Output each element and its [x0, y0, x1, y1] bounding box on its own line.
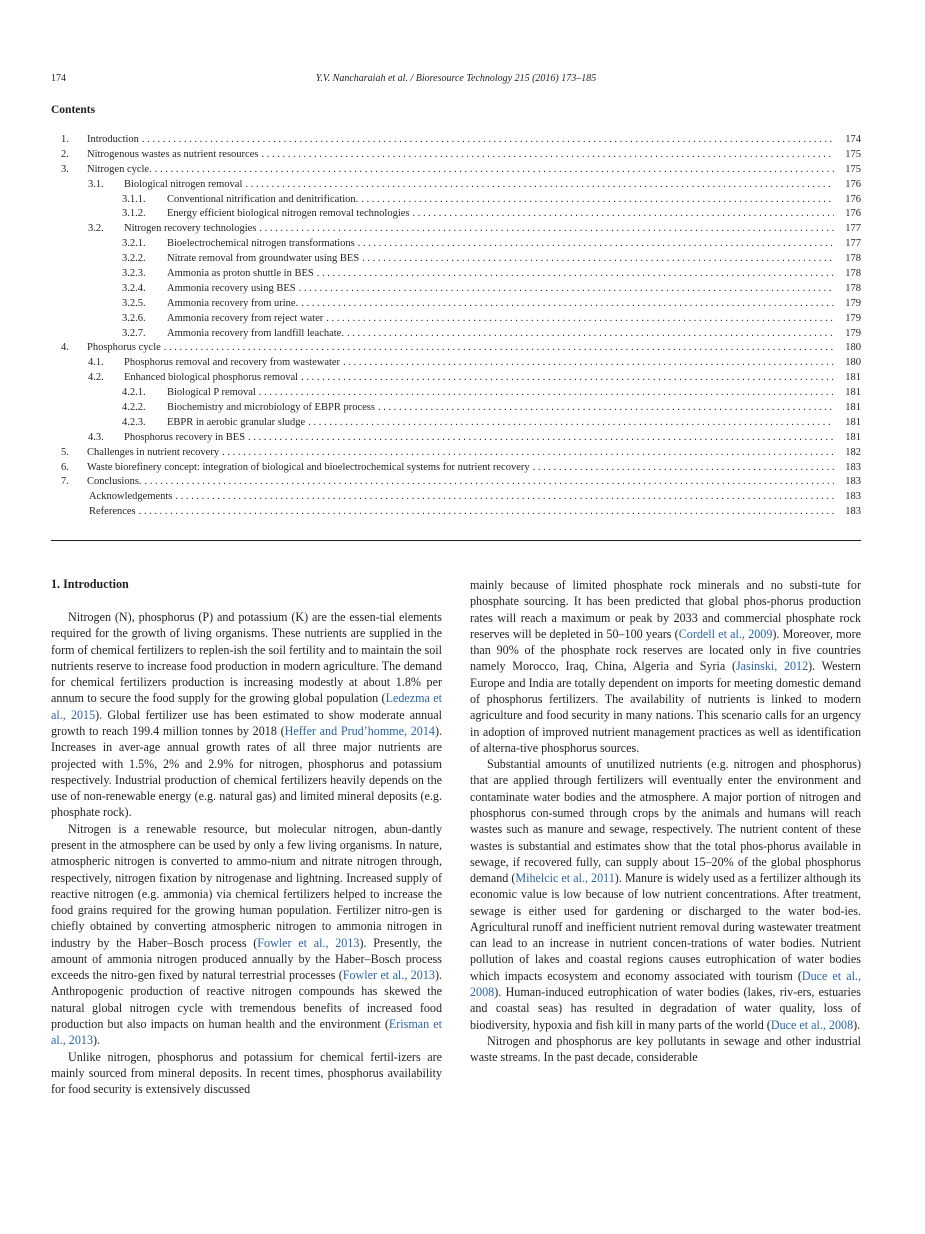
toc-entry-number: 3.2.1.: [122, 238, 146, 250]
body-paragraph: [51, 1049, 442, 1098]
toc-entry-page: 175: [845, 148, 861, 160]
toc-entry-number: 3.1.: [88, 178, 104, 190]
toc-entry-page: 178: [845, 253, 861, 265]
toc-entry-page: 176: [845, 208, 861, 220]
citation-link[interactable]: Jasinski, 2012: [735, 659, 809, 674]
toc-entry-title: Energy efficient biological nitrogen removal technologies: [167, 208, 410, 220]
toc-dot-leader: [378, 401, 834, 416]
toc-entry[interactable]: [51, 133, 861, 148]
toc-entry[interactable]: [51, 341, 861, 356]
paragraph-text: Nitrogen and phosphorus are key pollutants in sewage and other industrial waste streams. In the past decade, considerable: [470, 1033, 861, 1065]
section-heading: 1. Introduction: [51, 577, 129, 591]
toc-entry-title: Introduction: [87, 134, 139, 145]
toc-entry[interactable]: [51, 505, 861, 520]
toc-entry-page: 182: [845, 446, 861, 458]
toc-entry[interactable]: [51, 371, 861, 386]
toc-entry[interactable]: [51, 282, 861, 297]
citation-link[interactable]: Heffer and Prud’homme, 2014: [284, 723, 435, 738]
toc-entry-page: 179: [845, 327, 861, 339]
paragraph-text: mainly because of limited phosphate rock minerals and no substi-tute for phosphate sourcing. It has been predicted that global phos-phorus production rates will reach a maximum or peak by 2033 and commercial phosphate rock reserves will be depleted in 50–100 years (: [470, 578, 861, 641]
page-number: 174: [51, 73, 66, 84]
toc-entry-number: 3.2.: [88, 223, 104, 235]
toc-entry-number: 3.2.4.: [122, 282, 146, 294]
toc-entry-number: 7.: [61, 476, 69, 488]
toc-entry-page: 179: [845, 312, 861, 324]
citation-link[interactable]: Ledezma et al., 2015: [51, 691, 442, 722]
toc-entry-title: EBPR in aerobic granular sludge: [167, 416, 306, 428]
toc-dot-leader: [164, 341, 834, 356]
toc-entry-title: Conclusions.: [87, 476, 142, 488]
toc-entry-number: 3.: [61, 163, 69, 175]
toc-entry-number: 4.2.1.: [122, 387, 146, 399]
paragraph-text: ). Human-induced eutrophication of water bodies (lakes, riv-ers, estuaries and coastal seas) has resulted in degradation of water quality, loss of biodiversity, hypoxia and fish kill in many parts of the world (: [470, 985, 861, 1032]
paragraph-text: ). Increases in aver-age annual growth rates of all three major nutrients are projected with 1.5%, 2% and 2.9% for nitrogen, phosphorus and potassium respectively. Industrial production of chemical fertilizers heavily depends on the use of non-renewable energy (e.g. natural gas) and limited mineral deposits (e.g. phosphate rock).: [51, 723, 442, 820]
citation-link[interactable]: Duce et al., 2008: [470, 968, 861, 1000]
toc-entry[interactable]: [51, 401, 861, 416]
toc-entry[interactable]: [51, 386, 861, 401]
citation-link[interactable]: Fowler et al., 2013: [257, 935, 360, 950]
toc-entry-number: 3.2.7.: [122, 327, 146, 339]
toc-entry-title: Ammonia recovery using BES: [167, 282, 296, 294]
toc-entry-number: 3.1.2.: [122, 208, 146, 220]
paragraph-text: ). Anthropogenic production of reactive nitrogen compounds has skewed the natural global nitrogen cycle with tremendous benefits of increased food production but also impacts on human health and the environment (: [51, 968, 442, 1032]
toc-entry-title: Acknowledgements: [89, 491, 173, 503]
toc-dot-leader: [175, 490, 834, 505]
citation-link[interactable]: Duce et al., 2008: [770, 1017, 854, 1032]
left-column-body: [51, 609, 442, 1097]
toc-entry-page: 175: [845, 163, 861, 175]
toc-dot-leader: [533, 461, 834, 476]
toc-dot-leader: [155, 163, 834, 178]
toc-dot-leader: [139, 505, 834, 520]
toc-entry-number: 4.2.2.: [122, 402, 146, 414]
toc-entry-title: Phosphorus recovery in BES: [124, 431, 246, 443]
toc-entry-title: Ammonia recovery from urine.: [167, 297, 299, 309]
toc-entry-number: 1.: [61, 134, 69, 145]
paragraph-text: Substantial amounts of unutilized nutrients (e.g. nitrogen and phosphorus) that are applied through fertilizers will eventually enter the environment and contaminate water bodies and the atmosphere. A major portion of nitrogen and phosphorus con-sumed through crops by the animals and humans will reach wastes such as manure and sewage, respectively. The nutrient content of these wastes is substantial and estimates show that the total phos-phorus available in sewage, if recovered fully, can supply about 15–20% of the global phosphorus demand (: [470, 757, 861, 886]
paragraph-text: ). Global fertilizer use has been estimated to show moderate annual growth to reach 199.4 million tonnes by 2018 (: [51, 707, 442, 738]
toc-dot-leader: [299, 282, 834, 297]
toc-dot-leader: [343, 356, 834, 371]
toc-dot-leader: [361, 193, 834, 208]
toc-entry-number: 3.2.2.: [122, 253, 146, 265]
table-of-contents: [51, 133, 861, 520]
citation-link[interactable]: Fowler et al., 2013: [342, 968, 435, 983]
toc-entry[interactable]: [51, 148, 861, 163]
toc-dot-leader: [259, 386, 834, 401]
toc-entry-page: 181: [845, 416, 861, 428]
paragraph-text: ). Moreover, more than 90% of the phosphate rock reserves are located only in five countries namely Morocco, Iraq, China, Algeria and Syria (: [470, 626, 861, 674]
toc-entry[interactable]: [51, 222, 861, 237]
toc-entry[interactable]: [51, 416, 861, 431]
citation-link[interactable]: Mihelcic et al., 2011: [515, 871, 615, 886]
toc-entry-number: 4.: [61, 342, 69, 354]
toc-entry-page: 180: [845, 357, 861, 369]
toc-entry-page: 176: [845, 178, 861, 190]
body-paragraph: [470, 577, 861, 756]
toc-entry-page: 181: [845, 402, 861, 414]
toc-entry[interactable]: [51, 297, 861, 312]
toc-entry-title: Biological P removal: [167, 387, 256, 399]
running-header: Y.V. Nancharaiah et al. / Bioresource Technology 215 (2016) 173–185: [315, 73, 597, 84]
toc-entry[interactable]: [51, 252, 861, 267]
toc-dot-leader: [317, 267, 834, 282]
contents-divider: [51, 540, 861, 541]
paragraph-text: ). Presently, the amount of ammonia nitrogen produced annually by the Haber–Bosch process exceeds the nitro-gen fixed by natural terrestrial processes (: [51, 935, 442, 983]
paragraph-text: Nitrogen (N), phosphorus (P) and potassium (K) are the essen-tial elements required for the growth of living organisms. These nutrients are supplied in the form of chemical fertilizers to replen-ish the soil fertility and to maintain the soil nutrients reserve to increase food production in modern agriculture. The demand for chemical fertilizers production is increasing modestly at about 1.8% per annum to secure the food supply for the growing global population (: [51, 610, 442, 706]
toc-entry-number: 3.2.6.: [122, 312, 146, 324]
toc-dot-leader: [301, 371, 834, 386]
toc-entry-number: 3.2.5.: [122, 297, 146, 309]
contents-title: Contents: [51, 104, 96, 116]
toc-entry-number: 4.1.: [88, 357, 104, 369]
toc-dot-leader: [248, 431, 834, 446]
toc-entry-title: Nitrogen cycle.: [87, 163, 152, 175]
toc-dot-leader: [362, 252, 834, 267]
toc-entry-title: Ammonia as proton shuttle in BES: [167, 268, 314, 280]
toc-entry-page: 177: [845, 223, 861, 235]
body-paragraph: [470, 1033, 861, 1066]
toc-entry-title: Nitrate removal from groundwater using BES: [167, 253, 360, 265]
toc-dot-leader: [308, 416, 834, 431]
toc-dot-leader: [259, 222, 834, 237]
paragraph-text: Nitrogen is a renewable resource, but molecular nitrogen, abun-dantly present in the atmosphere can be used by only a few living organisms. In nature, atmospheric nitrogen is converted to ammo-nium and nitrate nitrogen through, respectively, nitrogen fixation by nitrogenase and lightning. Increased supply of reactive nitrogen (e.g. ammonia) via chemical fertilizers helped to increase the food grains required for the growing human population. Fertilizer nitro-gen is chiefly obtained by converting atmospheric nitrogen to ammonia nitrogen in industry by the Haber–Bosch process (: [51, 821, 442, 950]
toc-entry[interactable]: [51, 193, 861, 208]
toc-entry-page: 177: [845, 238, 861, 250]
toc-entry-number: 5.: [61, 446, 69, 458]
toc-entry-title: Biochemistry and microbiology of EBPR process: [167, 402, 375, 414]
toc-dot-leader: [347, 327, 834, 342]
toc-entry-title: Phosphorus cycle: [87, 342, 161, 354]
toc-entry-page: 178: [845, 268, 861, 280]
body-paragraph: [51, 821, 442, 1049]
toc-entry-number: 6.: [61, 461, 69, 473]
toc-entry[interactable]: [51, 207, 861, 222]
toc-entry[interactable]: [51, 178, 861, 193]
toc-entry-page: 183: [845, 506, 861, 518]
toc-entry-title: Ammonia recovery from reject water: [167, 312, 324, 324]
toc-dot-leader: [261, 148, 834, 163]
toc-entry-title: Enhanced biological phosphorus removal: [124, 372, 299, 384]
citation-link[interactable]: Erisman et al., 2013: [51, 1017, 442, 1048]
toc-entry[interactable]: [51, 356, 861, 371]
paragraph-text: ).: [853, 1017, 861, 1032]
toc-dot-leader: [222, 446, 834, 461]
toc-entry[interactable]: [51, 431, 861, 446]
toc-entry-title: Biological nitrogen removal: [124, 178, 243, 190]
paragraph-text: ). Manure is widely used as a fertilizer although its economic value is low because of low nutrient concentrations. After treatment, sewage is either used for gardening or discharged to the water bod-ies. Agricultural runoff and inefficient nutrient removal during wastewater treatment can lead to an increase in nutrient concen-trations of water bodies. Nutrient pollution of lakes and coastal regions causes eutrophication of water bodies which impacts ecosystem and economy associated with tourism (: [470, 871, 861, 983]
toc-entry[interactable]: [51, 163, 861, 178]
toc-entry-number: 3.2.3.: [122, 268, 146, 280]
toc-entry[interactable]: [51, 327, 861, 342]
toc-entry-title: Phosphorus removal and recovery from wastewater: [124, 357, 341, 369]
toc-entry[interactable]: [51, 490, 861, 505]
toc-entry[interactable]: [51, 267, 861, 282]
toc-entry[interactable]: [51, 461, 861, 476]
toc-entry-title: Waste biorefinery concept: integration of biological and bioelectrochemical systems for nutrient recovery: [87, 461, 530, 473]
toc-entry-title: Bioelectrochemical nitrogen transformations: [167, 238, 355, 250]
toc-entry-page: 180: [845, 342, 861, 354]
toc-entry-title: Ammonia recovery from landfill leachate.: [167, 327, 344, 339]
toc-entry[interactable]: [51, 237, 861, 252]
toc-dot-leader: [245, 178, 834, 193]
right-column-body: [470, 577, 861, 1065]
toc-entry-page: 181: [845, 372, 861, 384]
toc-entry-number: 3.1.1.: [122, 193, 146, 205]
toc-entry-title: References: [89, 506, 136, 518]
toc-entry-page: 183: [845, 491, 861, 503]
toc-dot-leader: [326, 312, 834, 327]
toc-entry-page: 183: [845, 461, 861, 473]
toc-entry-number: 4.3.: [88, 431, 104, 443]
toc-dot-leader: [413, 207, 835, 222]
body-paragraph: [51, 609, 442, 821]
toc-entry-page: 179: [845, 297, 861, 309]
toc-entry-number: 4.2.3.: [122, 416, 146, 428]
toc-entry-page: 183: [845, 476, 861, 488]
toc-entry-title: Nitrogenous wastes as nutrient resources: [87, 148, 259, 160]
toc-dot-leader: [142, 133, 834, 148]
toc-entry-title: Nitrogen recovery technologies: [124, 223, 257, 235]
toc-entry-title: Conventional nitrification and denitrification.: [167, 193, 359, 205]
toc-entry-page: 176: [845, 193, 861, 205]
toc-entry-page: 178: [845, 282, 861, 294]
toc-entry-page: 181: [845, 431, 861, 443]
citation-link[interactable]: Cordell et al., 2009: [678, 626, 773, 641]
toc-entry[interactable]: [51, 475, 861, 490]
toc-entry-title: Challenges in nutrient recovery: [87, 446, 220, 458]
toc-entry-page: 174: [845, 134, 861, 145]
paragraph-text: ). Western Europe and India are totally dependent on imports for meeting domestic demand of phosphorus fertilizers. The availability of nutrients is linked to modern agriculture and food security in many nations. This scenario calls for an urgency in adoption of improved nutrient management practices as well as identification of alterna-tive phosphorus sources.: [470, 659, 861, 755]
toc-entry-number: 4.2.: [88, 372, 104, 384]
toc-dot-leader: [145, 475, 834, 490]
paragraph-text: ).: [93, 1033, 101, 1048]
toc-entry[interactable]: [51, 312, 861, 327]
toc-entry-number: 2.: [61, 148, 69, 160]
toc-entry-page: 181: [845, 387, 861, 399]
paragraph-text: Unlike nitrogen, phosphorus and potassium for chemical fertil-izers are mainly sourced from mineral deposits. In recent times, phosphorus availability for food security is extensively discussed: [51, 1049, 442, 1097]
toc-dot-leader: [301, 297, 834, 312]
body-paragraph: [470, 756, 861, 1033]
toc-dot-leader: [358, 237, 834, 252]
toc-entry[interactable]: [51, 446, 861, 461]
